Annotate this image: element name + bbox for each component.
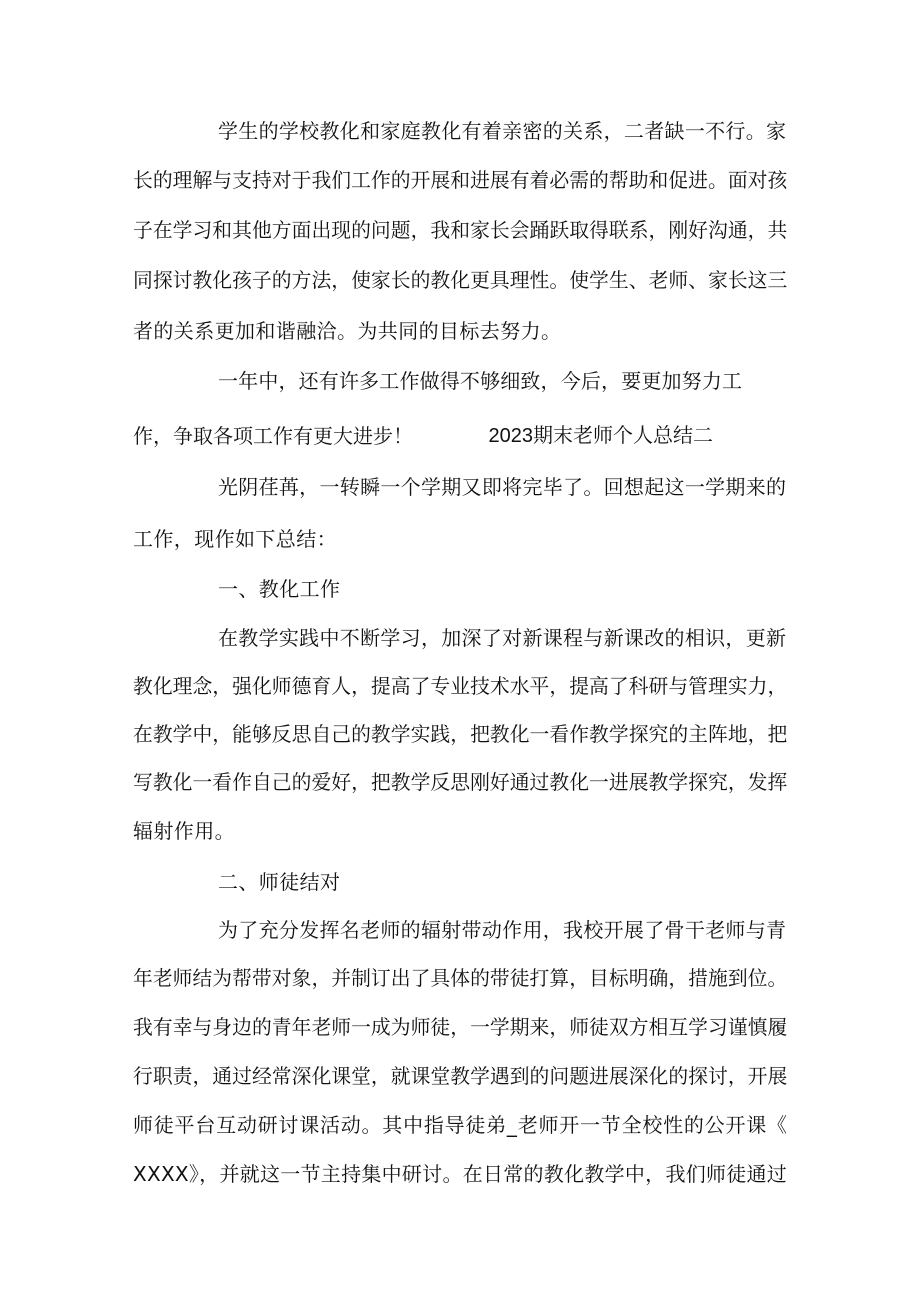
line-text: 在教学实践中不断学习，加深了对新课程与新课改的相识，更新 <box>218 626 787 650</box>
line-text: 写教化一看作自己的爱好，把教学反思刚好通过教化一进展教学探究，发挥 <box>133 771 788 794</box>
paragraph-line <box>133 722 787 748</box>
paragraph-line <box>218 368 742 394</box>
line-text: 学生的学校教化和家庭教化有着亲密的关系，二者缺一不行。家 <box>218 119 787 143</box>
line-text: XXXX》，并就这一节主持集中研讨。在日常的教化教学中，我们师徒通过 <box>133 1162 788 1186</box>
paragraph-line <box>133 770 787 796</box>
paragraph-line: 工作，现作如下总结： <box>133 527 337 551</box>
line-text: 长的理解与支持对于我们工作的开展和进展有着必需的帮助和促进。面对孩 <box>133 169 788 192</box>
paragraph-line <box>133 268 787 294</box>
paragraph-line <box>133 1161 787 1187</box>
line-text: 我有幸与身边的青年老师一成为师徒，一学期来，师徒双方相互学习谨慎履 <box>133 1016 788 1039</box>
paragraph-line <box>133 1064 787 1090</box>
paragraph-line <box>218 917 786 943</box>
line-text: 年老师结为帮带对象，并制订出了具体的带徒打算，目标明确，措施到位。 <box>133 967 788 990</box>
line-text: 师徒平台互动研讨课活动。其中指导徒弟_老师开一节全校性的公开课《 <box>133 1113 788 1137</box>
line-text: 光阴荏苒，一转瞬一个学期又即将完毕了。回想起这一学期来的 <box>218 475 787 499</box>
paragraph-line <box>133 966 787 992</box>
paragraph-line <box>133 168 787 194</box>
paragraph-line <box>133 1015 787 1041</box>
paragraph-line <box>218 625 786 651</box>
section-title: 2023期末老师个人总结二 <box>488 425 713 447</box>
paragraph-line: 者的关系更加和谐融洽。为共同的目标去努力。 <box>133 319 562 343</box>
paragraph-line <box>218 474 786 500</box>
paragraph-line <box>133 218 787 244</box>
line-text: 子在学习和其他方面出现的问题，我和家长会踊跃取得联系，刚好沟通，共 <box>133 219 788 242</box>
line-text: 行职责，通过经常深化课堂，就课堂教学遇到的问题进展深化的探讨，开展 <box>133 1065 788 1088</box>
line-text: 为了充分发挥名老师的辐射带动作用，我校开展了骨干老师与青 <box>218 918 787 942</box>
line-text: 作，争取各项工作有更大进步！ <box>133 424 413 448</box>
line-text: 一年中，还有许多工作做得不够细致，今后，要更加努力工 <box>218 369 743 393</box>
line-text: 在教学中，能够反思自己的教学实践，把教化一看作教学探究的主阵地，把 <box>133 723 788 746</box>
line-text: 同探讨教化孩子的方法，使家长的教化更具理性。使学生、老师、家长这三 <box>133 269 788 292</box>
section-heading: 二、师徒结对 <box>218 870 341 894</box>
paragraph-line: 辐射作用。 <box>133 819 235 843</box>
paragraph-line <box>133 1112 787 1138</box>
paragraph-line-with-title <box>133 423 713 449</box>
section-heading: 一、教化工作 <box>218 577 341 601</box>
line-text: 教化理念，强化师德育人，提高了专业技术水平，提高了科研与管理实力， <box>133 675 788 698</box>
paragraph-line <box>218 118 786 144</box>
paragraph-line <box>133 674 787 700</box>
